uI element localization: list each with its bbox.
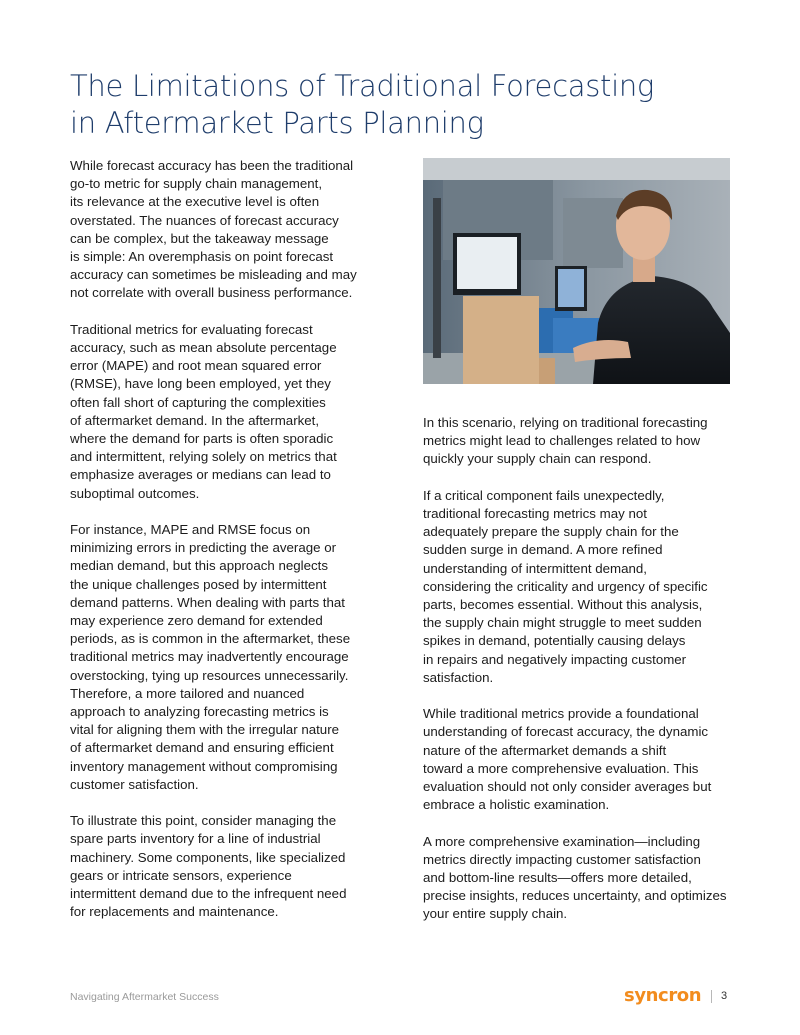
text-line: understanding of intermittent demand, [423, 560, 647, 576]
text-line: embrace a holistic examination. [423, 797, 610, 813]
text-line: toward a more comprehensive evaluation. This [423, 760, 699, 776]
text-line: metrics directly impacting customer satisfaction [423, 851, 701, 867]
text-line: accuracy can sometimes be misleading and may [70, 267, 357, 283]
photo-illustration [423, 158, 730, 384]
footer-divider [711, 990, 712, 1003]
text-line: accuracy, such as mean absolute percentage [70, 340, 337, 356]
text-line: for replacements and maintenance. [70, 904, 279, 920]
body-paragraph [70, 157, 390, 303]
text-line: not correlate with overall business performance. [70, 285, 353, 301]
text-line: overstocking, tying up resources unnecessarily. [70, 667, 349, 683]
text-line: demand patterns. When dealing with parts that [70, 594, 345, 610]
text-line: traditional metrics may inadvertently encourage [70, 649, 349, 665]
text-line: gears or intricate sensors, experience [70, 867, 292, 883]
text-line: can be complex, but the takeaway message [70, 230, 329, 246]
body-paragraph [70, 812, 390, 921]
syncron-logo: syncron [624, 985, 702, 1006]
body-paragraph [423, 833, 743, 924]
text-line: satisfaction. [423, 669, 494, 685]
text-line: spikes in demand, potentially causing delays [423, 633, 686, 649]
page-title [70, 68, 670, 142]
text-line: suboptimal outcomes. [70, 485, 200, 501]
body-paragraph [70, 521, 390, 794]
text-line: of aftermarket demand. In the aftermarket, [70, 412, 320, 428]
text-line: customer satisfaction. [70, 776, 199, 792]
text-line: precise insights, reduces uncertainty, and optimizes [423, 888, 727, 904]
text-line: If a critical component fails unexpectedly, [423, 487, 665, 503]
text-line: evaluation should not only consider averages but [423, 779, 712, 795]
text-line: In this scenario, relying on traditional forecasting [423, 415, 708, 430]
warehouse-worker-photo [423, 158, 730, 384]
text-line: overstated. The nuances of forecast accuracy [70, 212, 339, 228]
text-line: nature of the aftermarket demands a shift [423, 742, 667, 758]
text-line: approach to analyzing forecasting metrics is [70, 704, 329, 720]
text-line: go-to metric for supply chain management, [70, 176, 323, 192]
body-paragraph [423, 487, 743, 687]
body-paragraph [423, 414, 743, 469]
body-paragraph [423, 705, 743, 814]
text-line: and intermittent, relying solely on metrics that [70, 449, 337, 465]
title-line-1: The Limitations of Traditional Forecasting [70, 69, 655, 103]
text-line: periods, as is common in the aftermarket, these [70, 631, 351, 647]
text-line: in repairs and negatively impacting customer [423, 651, 687, 667]
text-line: of aftermarket demand and ensuring efficient [70, 740, 334, 756]
text-line: Traditional metrics for evaluating forecast [70, 321, 313, 337]
text-line: For instance, MAPE and RMSE focus on [70, 522, 311, 538]
text-line: Therefore, a more tailored and nuanced [70, 685, 305, 701]
text-line: metrics might lead to challenges related to how [423, 433, 701, 449]
text-line: A more comprehensive examination—including [423, 833, 701, 849]
right-column [423, 414, 743, 942]
text-line: is simple: An overemphasis on point forecast [70, 249, 334, 265]
text-line: intermittent demand due to the infrequent need [70, 886, 347, 902]
page-number: 3 [721, 990, 728, 1002]
text-line: inventory management without compromising [70, 758, 338, 774]
text-line: its relevance at the executive level is often [70, 194, 320, 210]
text-line: often fall short of capturing the complexities [70, 394, 326, 410]
footer-document-title: Navigating Aftermarket Success [70, 991, 219, 1003]
text-line: your entire supply chain. [423, 906, 568, 922]
text-line: To illustrate this point, consider managing the [70, 813, 337, 829]
text-line: parts, becomes essential. Without this analysis, [423, 597, 703, 613]
text-line: While traditional metrics provide a foundational [423, 706, 699, 722]
text-line: While forecast accuracy has been the traditional [70, 158, 354, 173]
text-line: adequately prepare the supply chain for the [423, 524, 679, 540]
text-line: error (MAPE) and root mean squared error [70, 358, 322, 374]
text-line: the unique challenges posed by intermittent [70, 576, 327, 592]
text-line: (RMSE), have long been employed, yet they [70, 376, 331, 392]
text-line: sudden surge in demand. A more refined [423, 542, 663, 558]
text-line: emphasize averages or medians can lead to [70, 467, 331, 483]
text-line: quickly your supply chain can respond. [423, 451, 652, 467]
text-line: vital for aligning them with the irregular nature [70, 722, 340, 738]
text-line: spare parts inventory for a line of industrial [70, 831, 321, 847]
text-line: median demand, but this approach neglects [70, 558, 328, 574]
text-line: traditional forecasting metrics may not [423, 506, 647, 521]
text-line: considering the criticality and urgency of specific [423, 578, 708, 594]
left-column [70, 157, 390, 940]
title-line-2: in Aftermarket Parts Planning [70, 106, 484, 140]
text-line: understanding of forecast accuracy, the dynamic [423, 724, 709, 740]
text-line: may experience zero demand for extended [70, 613, 323, 629]
text-line: the supply chain might struggle to meet sudden [423, 615, 702, 631]
text-line: where the demand for parts is often sporadic [70, 431, 334, 447]
text-line: minimizing errors in predicting the average or [70, 540, 337, 556]
body-paragraph [70, 321, 390, 503]
text-line: and bottom-line results—offers more detailed, [423, 870, 692, 886]
text-line: machinery. Some components, like specialized [70, 849, 346, 865]
